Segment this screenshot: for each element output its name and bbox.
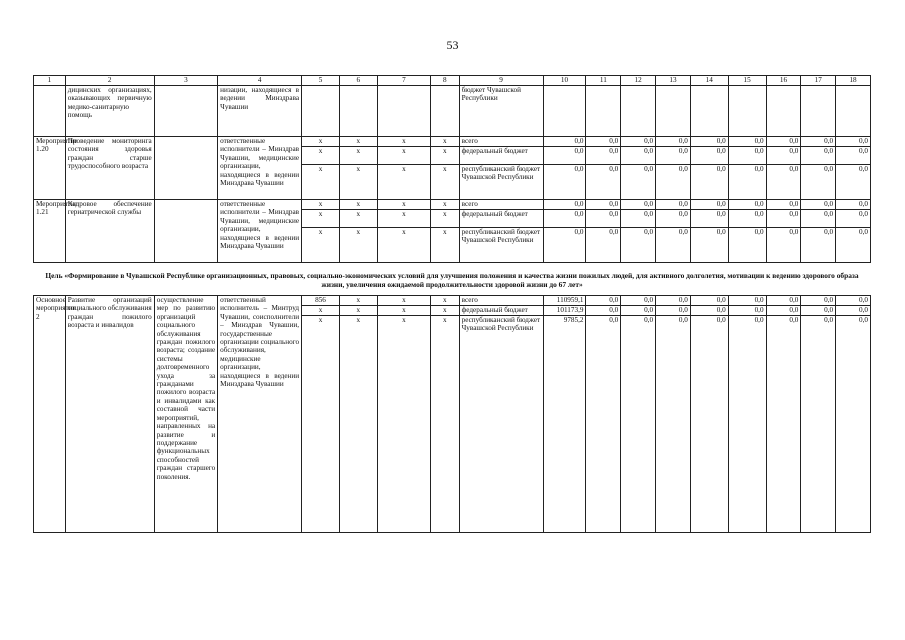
funding-source-cell: федеральный бюджет <box>459 210 543 228</box>
measure-row <box>34 137 871 147</box>
amount-cell: 9785,2 <box>543 316 586 533</box>
amount-cell: 0,0 <box>656 316 691 533</box>
goal-row <box>34 263 871 296</box>
amount-cell: 0,0 <box>801 147 836 165</box>
column-number-header: 18 <box>836 76 871 86</box>
measure-row <box>34 200 871 210</box>
code-cell: x <box>377 228 430 263</box>
code-cell: x <box>377 296 430 306</box>
code-cell: x <box>377 316 430 533</box>
amount-cell: 0,0 <box>690 316 728 533</box>
continued-name-cell: дицинских организациях, оказывающих первичную медико-санитарную помощь <box>65 86 154 137</box>
goal-heading: Цель «Формирование в Чувашской Республике организационных, правовых, социально-экономических условий для улучшения положения и качества жизни пожилых людей, для активного долголетия, мотивации к ведению здорового образа жизни, увеличения ожидаемой продолжительности здоровой жизни до 67 лет» <box>34 263 871 296</box>
code-cell: x <box>377 147 430 165</box>
code-cell: x <box>430 165 459 200</box>
amount-cell: 0,0 <box>586 210 621 228</box>
amount-cell: 101173,9 <box>543 306 586 316</box>
amount-cell: 0,0 <box>801 200 836 210</box>
measure-code-cell: Мероприятие 1.20 <box>34 137 66 200</box>
column-number-header: 6 <box>339 76 377 86</box>
code-cell: x <box>339 316 377 533</box>
code-cell: x <box>339 165 377 200</box>
continued-source-cell: бюджет Чувашской Республики <box>459 86 543 137</box>
code-cell: x <box>377 200 430 210</box>
code-cell: x <box>302 200 340 210</box>
amount-cell: 0,0 <box>621 296 656 306</box>
amount-cell: 0,0 <box>801 165 836 200</box>
code-cell: x <box>377 306 430 316</box>
code-cell: x <box>302 316 340 533</box>
code-cell: x <box>430 306 459 316</box>
amount-cell: 0,0 <box>766 316 801 533</box>
amount-cell: 0,0 <box>621 147 656 165</box>
amount-cell: 0,0 <box>621 306 656 316</box>
amount-cell: 0,0 <box>766 137 801 147</box>
amount-cell: 0,0 <box>656 147 691 165</box>
continuation-row <box>34 86 871 137</box>
code-cell: x <box>302 147 340 165</box>
code-cell: x <box>302 165 340 200</box>
column-number-row <box>34 76 871 86</box>
code-cell: x <box>430 210 459 228</box>
amount-cell: 0,0 <box>766 200 801 210</box>
column-number-header: 3 <box>154 76 217 86</box>
amount-cell: 0,0 <box>801 296 836 306</box>
page-number: 53 <box>446 38 459 52</box>
table-cell <box>656 86 691 137</box>
amount-cell: 0,0 <box>801 137 836 147</box>
measure-description-cell: осуществление мер по развитию организаций социального обслуживания граждан пожилого возраста; создание системы долговременного ухода за гражданами пожилого возраста и инвалидами как составной части мероприятий, направленных на развитие и поддержание функциональных способностей граждан старшего поколения. <box>154 296 217 533</box>
code-cell: x <box>339 296 377 306</box>
measure-name-cell: Развитие организаций социального обслуживания граждан пожилого возраста и инвалидов <box>65 296 154 533</box>
amount-cell: 0,0 <box>690 165 728 200</box>
amount-cell: 0,0 <box>728 165 766 200</box>
funding-source-cell: республиканский бюджет Чувашской Республики <box>459 165 543 200</box>
amount-cell: 0,0 <box>836 210 871 228</box>
measure-row <box>34 296 871 306</box>
amount-cell: 0,0 <box>801 228 836 263</box>
column-number-header: 15 <box>728 76 766 86</box>
amount-cell: 0,0 <box>690 296 728 306</box>
column-number-header: 1 <box>34 76 66 86</box>
measure-description-cell <box>154 200 217 263</box>
code-cell: x <box>339 306 377 316</box>
code-cell: x <box>339 137 377 147</box>
amount-cell: 0,0 <box>656 137 691 147</box>
amount-cell: 0,0 <box>690 210 728 228</box>
amount-cell: 0,0 <box>728 137 766 147</box>
table-cell <box>766 86 801 137</box>
funding-source-cell: республиканский бюджет Чувашской Республики <box>459 228 543 263</box>
amount-cell: 0,0 <box>586 228 621 263</box>
code-cell: x <box>430 296 459 306</box>
funding-source-cell: всего <box>459 137 543 147</box>
amount-cell: 0,0 <box>766 165 801 200</box>
amount-cell: 0,0 <box>543 165 586 200</box>
amount-cell: 0,0 <box>766 306 801 316</box>
measure-name-cell: Проведение мониторинга состояния здоровья граждан старше трудоспособного возраста <box>65 137 154 200</box>
amount-cell: 0,0 <box>543 200 586 210</box>
amount-cell: 0,0 <box>656 306 691 316</box>
code-cell: x <box>302 210 340 228</box>
amount-cell: 0,0 <box>621 228 656 263</box>
amount-cell: 0,0 <box>690 147 728 165</box>
amount-cell: 0,0 <box>621 210 656 228</box>
column-number-header: 12 <box>621 76 656 86</box>
code-cell: 856 <box>302 296 340 306</box>
amount-cell: 0,0 <box>801 210 836 228</box>
amount-cell: 0,0 <box>621 200 656 210</box>
table-cell <box>154 86 217 137</box>
code-cell: x <box>339 228 377 263</box>
amount-cell: 110959,1 <box>543 296 586 306</box>
funding-source-cell: всего <box>459 200 543 210</box>
column-number-header: 9 <box>459 76 543 86</box>
amount-cell: 0,0 <box>836 316 871 533</box>
funding-source-cell: федеральный бюджет <box>459 147 543 165</box>
amount-cell: 0,0 <box>690 137 728 147</box>
measure-code-cell: Основное мероприятие 2 <box>34 296 66 533</box>
column-number-header: 4 <box>218 76 302 86</box>
amount-cell: 0,0 <box>801 306 836 316</box>
amount-cell: 0,0 <box>621 165 656 200</box>
column-number-header: 14 <box>690 76 728 86</box>
code-cell: x <box>430 200 459 210</box>
column-number-header: 10 <box>543 76 586 86</box>
table-cell <box>836 86 871 137</box>
measure-executors-cell: ответственные исполнители – Минздрав Чувашии, медицинские организации, находящиеся в ведении Минздрава Чувашии <box>218 200 302 263</box>
table-cell <box>586 86 621 137</box>
amount-cell: 0,0 <box>766 228 801 263</box>
amount-cell: 0,0 <box>543 228 586 263</box>
amount-cell: 0,0 <box>586 165 621 200</box>
table-cell <box>690 86 728 137</box>
amount-cell: 0,0 <box>621 316 656 533</box>
amount-cell: 0,0 <box>836 296 871 306</box>
amount-cell: 0,0 <box>836 228 871 263</box>
code-cell: x <box>430 228 459 263</box>
amount-cell: 0,0 <box>656 296 691 306</box>
table-cell <box>801 86 836 137</box>
column-number-header: 7 <box>377 76 430 86</box>
funding-source-cell: федеральный бюджет <box>459 306 543 316</box>
amount-cell: 0,0 <box>656 165 691 200</box>
measure-name-cell: Кадровое обеспечение гериатрической службы <box>65 200 154 263</box>
measure-executors-cell: ответственные исполнители – Минздрав Чувашии, медицинские организации, находящиеся в ведении Минздрава Чувашии <box>218 137 302 200</box>
amount-cell: 0,0 <box>728 200 766 210</box>
amount-cell: 0,0 <box>656 200 691 210</box>
amount-cell: 0,0 <box>728 316 766 533</box>
code-cell: x <box>302 137 340 147</box>
table-cell <box>339 86 377 137</box>
code-cell: x <box>339 210 377 228</box>
column-number-header: 17 <box>801 76 836 86</box>
code-cell: x <box>302 306 340 316</box>
measure-code-cell: Мероприятие 1.21 <box>34 200 66 263</box>
amount-cell: 0,0 <box>586 147 621 165</box>
amount-cell: 0,0 <box>728 147 766 165</box>
amount-cell: 0,0 <box>766 147 801 165</box>
amount-cell: 0,0 <box>690 200 728 210</box>
code-cell: x <box>339 200 377 210</box>
column-number-header: 5 <box>302 76 340 86</box>
code-cell: x <box>339 147 377 165</box>
funding-source-cell: всего <box>459 296 543 306</box>
program-table <box>33 75 871 533</box>
amount-cell: 0,0 <box>836 147 871 165</box>
amount-cell: 0,0 <box>728 228 766 263</box>
amount-cell: 0,0 <box>836 165 871 200</box>
amount-cell: 0,0 <box>586 200 621 210</box>
amount-cell: 0,0 <box>543 147 586 165</box>
code-cell: x <box>377 137 430 147</box>
amount-cell: 0,0 <box>801 316 836 533</box>
table-cell <box>621 86 656 137</box>
column-number-header: 16 <box>766 76 801 86</box>
amount-cell: 0,0 <box>586 306 621 316</box>
amount-cell: 0,0 <box>690 306 728 316</box>
amount-cell: 0,0 <box>728 210 766 228</box>
column-number-header: 13 <box>656 76 691 86</box>
amount-cell: 0,0 <box>543 137 586 147</box>
amount-cell: 0,0 <box>836 200 871 210</box>
column-number-header: 11 <box>586 76 621 86</box>
code-cell: x <box>430 147 459 165</box>
code-cell: x <box>377 165 430 200</box>
code-cell: x <box>430 316 459 533</box>
amount-cell: 0,0 <box>690 228 728 263</box>
amount-cell: 0,0 <box>728 296 766 306</box>
amount-cell: 0,0 <box>621 137 656 147</box>
measure-description-cell <box>154 137 217 200</box>
amount-cell: 0,0 <box>656 210 691 228</box>
column-number-header: 2 <box>65 76 154 86</box>
table-cell <box>34 86 66 137</box>
code-cell: x <box>377 210 430 228</box>
table-cell <box>543 86 586 137</box>
amount-cell: 0,0 <box>836 306 871 316</box>
measure-executors-cell: ответственный исполнитель – Минтруд Чувашии, соисполнители – Минздрав Чувашии, государственные организации социального обслуживания, медицинские организации, находящиеся в ведении Минздрава Чувашии <box>218 296 302 533</box>
table-cell <box>302 86 340 137</box>
amount-cell: 0,0 <box>586 137 621 147</box>
amount-cell: 0,0 <box>586 296 621 306</box>
amount-cell: 0,0 <box>586 316 621 533</box>
table-cell <box>430 86 459 137</box>
code-cell: x <box>430 137 459 147</box>
continued-executors-cell: низации, находящиеся в ведении Минздрава Чувашии <box>218 86 302 137</box>
table-cell <box>728 86 766 137</box>
code-cell: x <box>302 228 340 263</box>
amount-cell: 0,0 <box>728 306 766 316</box>
amount-cell: 0,0 <box>766 210 801 228</box>
table-cell <box>377 86 430 137</box>
amount-cell: 0,0 <box>656 228 691 263</box>
amount-cell: 0,0 <box>836 137 871 147</box>
funding-source-cell: республиканский бюджет Чувашской Республики <box>459 316 543 533</box>
column-number-header: 8 <box>430 76 459 86</box>
amount-cell: 0,0 <box>543 210 586 228</box>
amount-cell: 0,0 <box>766 296 801 306</box>
